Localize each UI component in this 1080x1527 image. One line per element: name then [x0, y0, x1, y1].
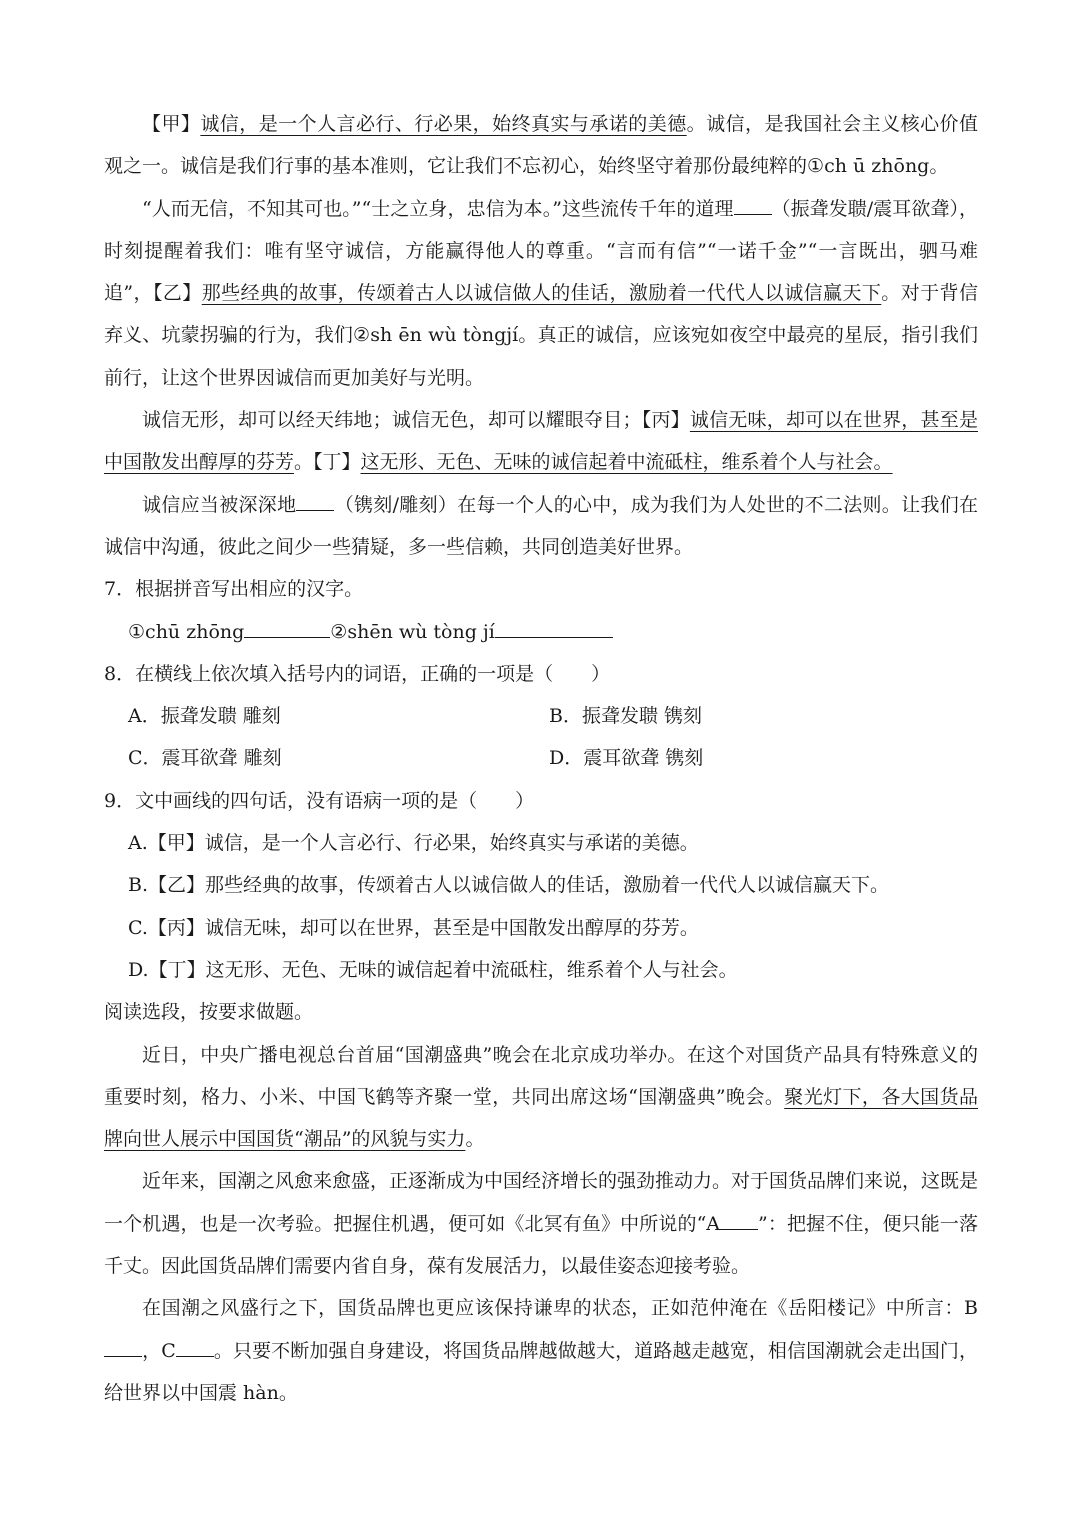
- blank-a[interactable]: [720, 1209, 758, 1230]
- s2p3-text-a: 在国潮之风盛行之下，国货品牌也更应该保持谦卑的状态，正如范仲淹在《岳阳楼记》中所言：B: [142, 1297, 978, 1320]
- s2p1-underlined-sentence: 聚光灯下，各大国货品牌向世人展示中国国货“潮品”的风貌与实力: [104, 1085, 978, 1151]
- bing-mark: 【丙】: [641, 409, 690, 432]
- blank-b[interactable]: [104, 1336, 142, 1357]
- question-8-stem: 8．在横线上依次填入括号内的词语，正确的一项是（ ）: [104, 662, 611, 685]
- s2p3-text-b: ，C: [142, 1339, 176, 1362]
- s2p1-end: 。: [465, 1128, 485, 1151]
- passage1-paragraph1: [104, 103, 978, 188]
- paragraph4-text-b: （镌刻/雕刻）在每一个人的心中，成为我们为人处世的不二法则。让我们在诚信中沟通，彼此之间少一些猜疑，多一些信赖，共同创造美好世界。: [104, 493, 978, 558]
- yi-mark: 【乙】: [152, 282, 202, 305]
- ding-sentence: 这无形、无色、无味的诚信起着中流砥柱，维系着个人与社会。: [360, 451, 893, 474]
- q8-option-d[interactable]: D．震耳欲聋 镌刻: [549, 747, 704, 770]
- q9-option-b[interactable]: B.【乙】那些经典的故事，传颂着古人以诚信做人的佳话，激励着一代代人以诚信赢天下。: [128, 874, 890, 897]
- q7-circle-2: ②: [330, 620, 348, 643]
- section2-paragraph1: [104, 1034, 978, 1161]
- question-8-options-row1: [104, 695, 978, 737]
- paragraph1-text: 。诚信，是我国社会主义核心价值观之一。诚信是我们行事的基本准则，它让我们不忘初心，始终坚守着那份最纯粹的: [104, 113, 978, 178]
- q8-option-b[interactable]: B．振聋发聩 镌刻: [549, 705, 703, 728]
- exam-page: [104, 103, 978, 1414]
- paragraph2-text-a: “人而无信，不知其可也。”“士之立身，忠信为本。”这些流传千年的道理: [142, 197, 734, 220]
- question-7-answers: [104, 611, 978, 653]
- paragraph3-text-a: 诚信无形，却可以经天纬地；诚信无色，却可以耀眼夺目；: [142, 409, 642, 432]
- section2-heading: 阅读选段，按要求做题。: [104, 1001, 314, 1024]
- paragraph2-text-c: 。对于背信弃义、坑蒙拐骗的行为，我们: [104, 282, 978, 347]
- s2p2-text-b: ”：把握不住，便只能一落千丈。因此国货品牌们需要内省自身，葆有发展活力，以最佳姿态迎接考验。: [104, 1212, 978, 1278]
- s2p2-text-a: 近年来，国潮之风愈来愈盛，正逐渐成为中国经济增长的强劲推动力。对于国货品牌们来说，这既是一个机遇，也是一次考验。把握住机遇，便可如《北冥有鱼》中所说的“A: [104, 1170, 979, 1235]
- pinyin-2: sh ēn wù tòngjí: [370, 324, 519, 347]
- section2-paragraph3: [104, 1287, 978, 1414]
- passage1-paragraph3: [104, 399, 978, 484]
- q9-option-a[interactable]: A.【甲】诚信，是一个人言必行、行必果，始终真实与承诺的美德。: [128, 832, 699, 855]
- blank-c[interactable]: [176, 1336, 214, 1357]
- question-9-stem: 9．文中画线的四句话，没有语病一项的是（ ）: [104, 789, 535, 812]
- question-7-stem: 7．根据拼音写出相应的汉字。: [104, 578, 364, 601]
- question-8-options-row2: [104, 737, 978, 779]
- yi-sentence: 那些经典的故事，传颂着古人以诚信做人的佳话，激励着一代代人以诚信赢天下: [201, 282, 882, 305]
- q9-option-d[interactable]: D.【丁】这无形、无色、无味的诚信起着中流砥柱，维系着个人与社会。: [128, 958, 738, 981]
- fill-blank-2[interactable]: [296, 490, 334, 511]
- jia-mark: 【甲】: [142, 113, 201, 135]
- fill-blank-1[interactable]: [734, 194, 772, 215]
- q8-option-c[interactable]: C．震耳欲聋 雕刻: [128, 747, 282, 770]
- passage1-paragraph2: [104, 188, 978, 399]
- paragraph2-text-b: （振聋发聩/震耳欲聋），时刻提醒着我们：唯有坚守诚信，方能赢得他人的尊重。“言而有信”“一诺千金”“一言既出，驷马难追”，: [104, 197, 978, 305]
- q7-answer-blank-1[interactable]: [244, 617, 330, 638]
- circle-marker-2: ②: [353, 324, 371, 347]
- paragraph4-text-a: 诚信应当被深深地: [142, 493, 297, 516]
- q8-option-a[interactable]: A．振聋发聩 雕刻: [128, 705, 281, 728]
- circle-marker-1: ①: [807, 155, 825, 178]
- passage1-paragraph4: [104, 484, 978, 569]
- ding-mark: 【丁】: [313, 451, 361, 474]
- q9-option-c[interactable]: C.【丙】诚信无味，却可以在世界，甚至是中国散发出醇厚的芬芳。: [128, 916, 699, 939]
- paragraph3-sep: 。: [294, 451, 314, 474]
- q7-pinyin-1: chū zhōng: [145, 620, 245, 643]
- pinyin-1: ch ū zhōng: [824, 155, 930, 178]
- paragraph2-text-d: 。真正的诚信，应该宛如夜空中最亮的星辰，指引我们前行，让这个世界因诚信而更加美好与光明。: [104, 324, 978, 389]
- q7-answer-blank-2[interactable]: [495, 617, 613, 638]
- jia-sentence: 诚信，是一个人言必行、行必果，始终真实与承诺的美德: [200, 113, 687, 135]
- paragraph1-end: 。: [929, 155, 949, 178]
- s2p3-text-c: 。只要不断加强自身建设，将国货品牌越做越大，道路越走越宽，相信国潮就会走出国门，给世界以中国震 hàn。: [104, 1339, 978, 1404]
- s2p1-text: 近日，中央广播电视总台首届“国潮盛典”晚会在北京成功举办。在这个对国货产品具有特殊意义的重要时刻，格力、小米、中国飞鹤等齐聚一堂，共同出席这场“国潮盛典”晚会。: [104, 1043, 978, 1108]
- q7-circle-1: ①: [128, 620, 146, 643]
- section2-paragraph2: [104, 1160, 978, 1287]
- q7-pinyin-2: shēn wù tòng jí: [347, 620, 495, 643]
- bing-sentence: 诚信无味，却可以在世界，甚至是中国散发出醇厚的芬芳: [104, 409, 978, 474]
